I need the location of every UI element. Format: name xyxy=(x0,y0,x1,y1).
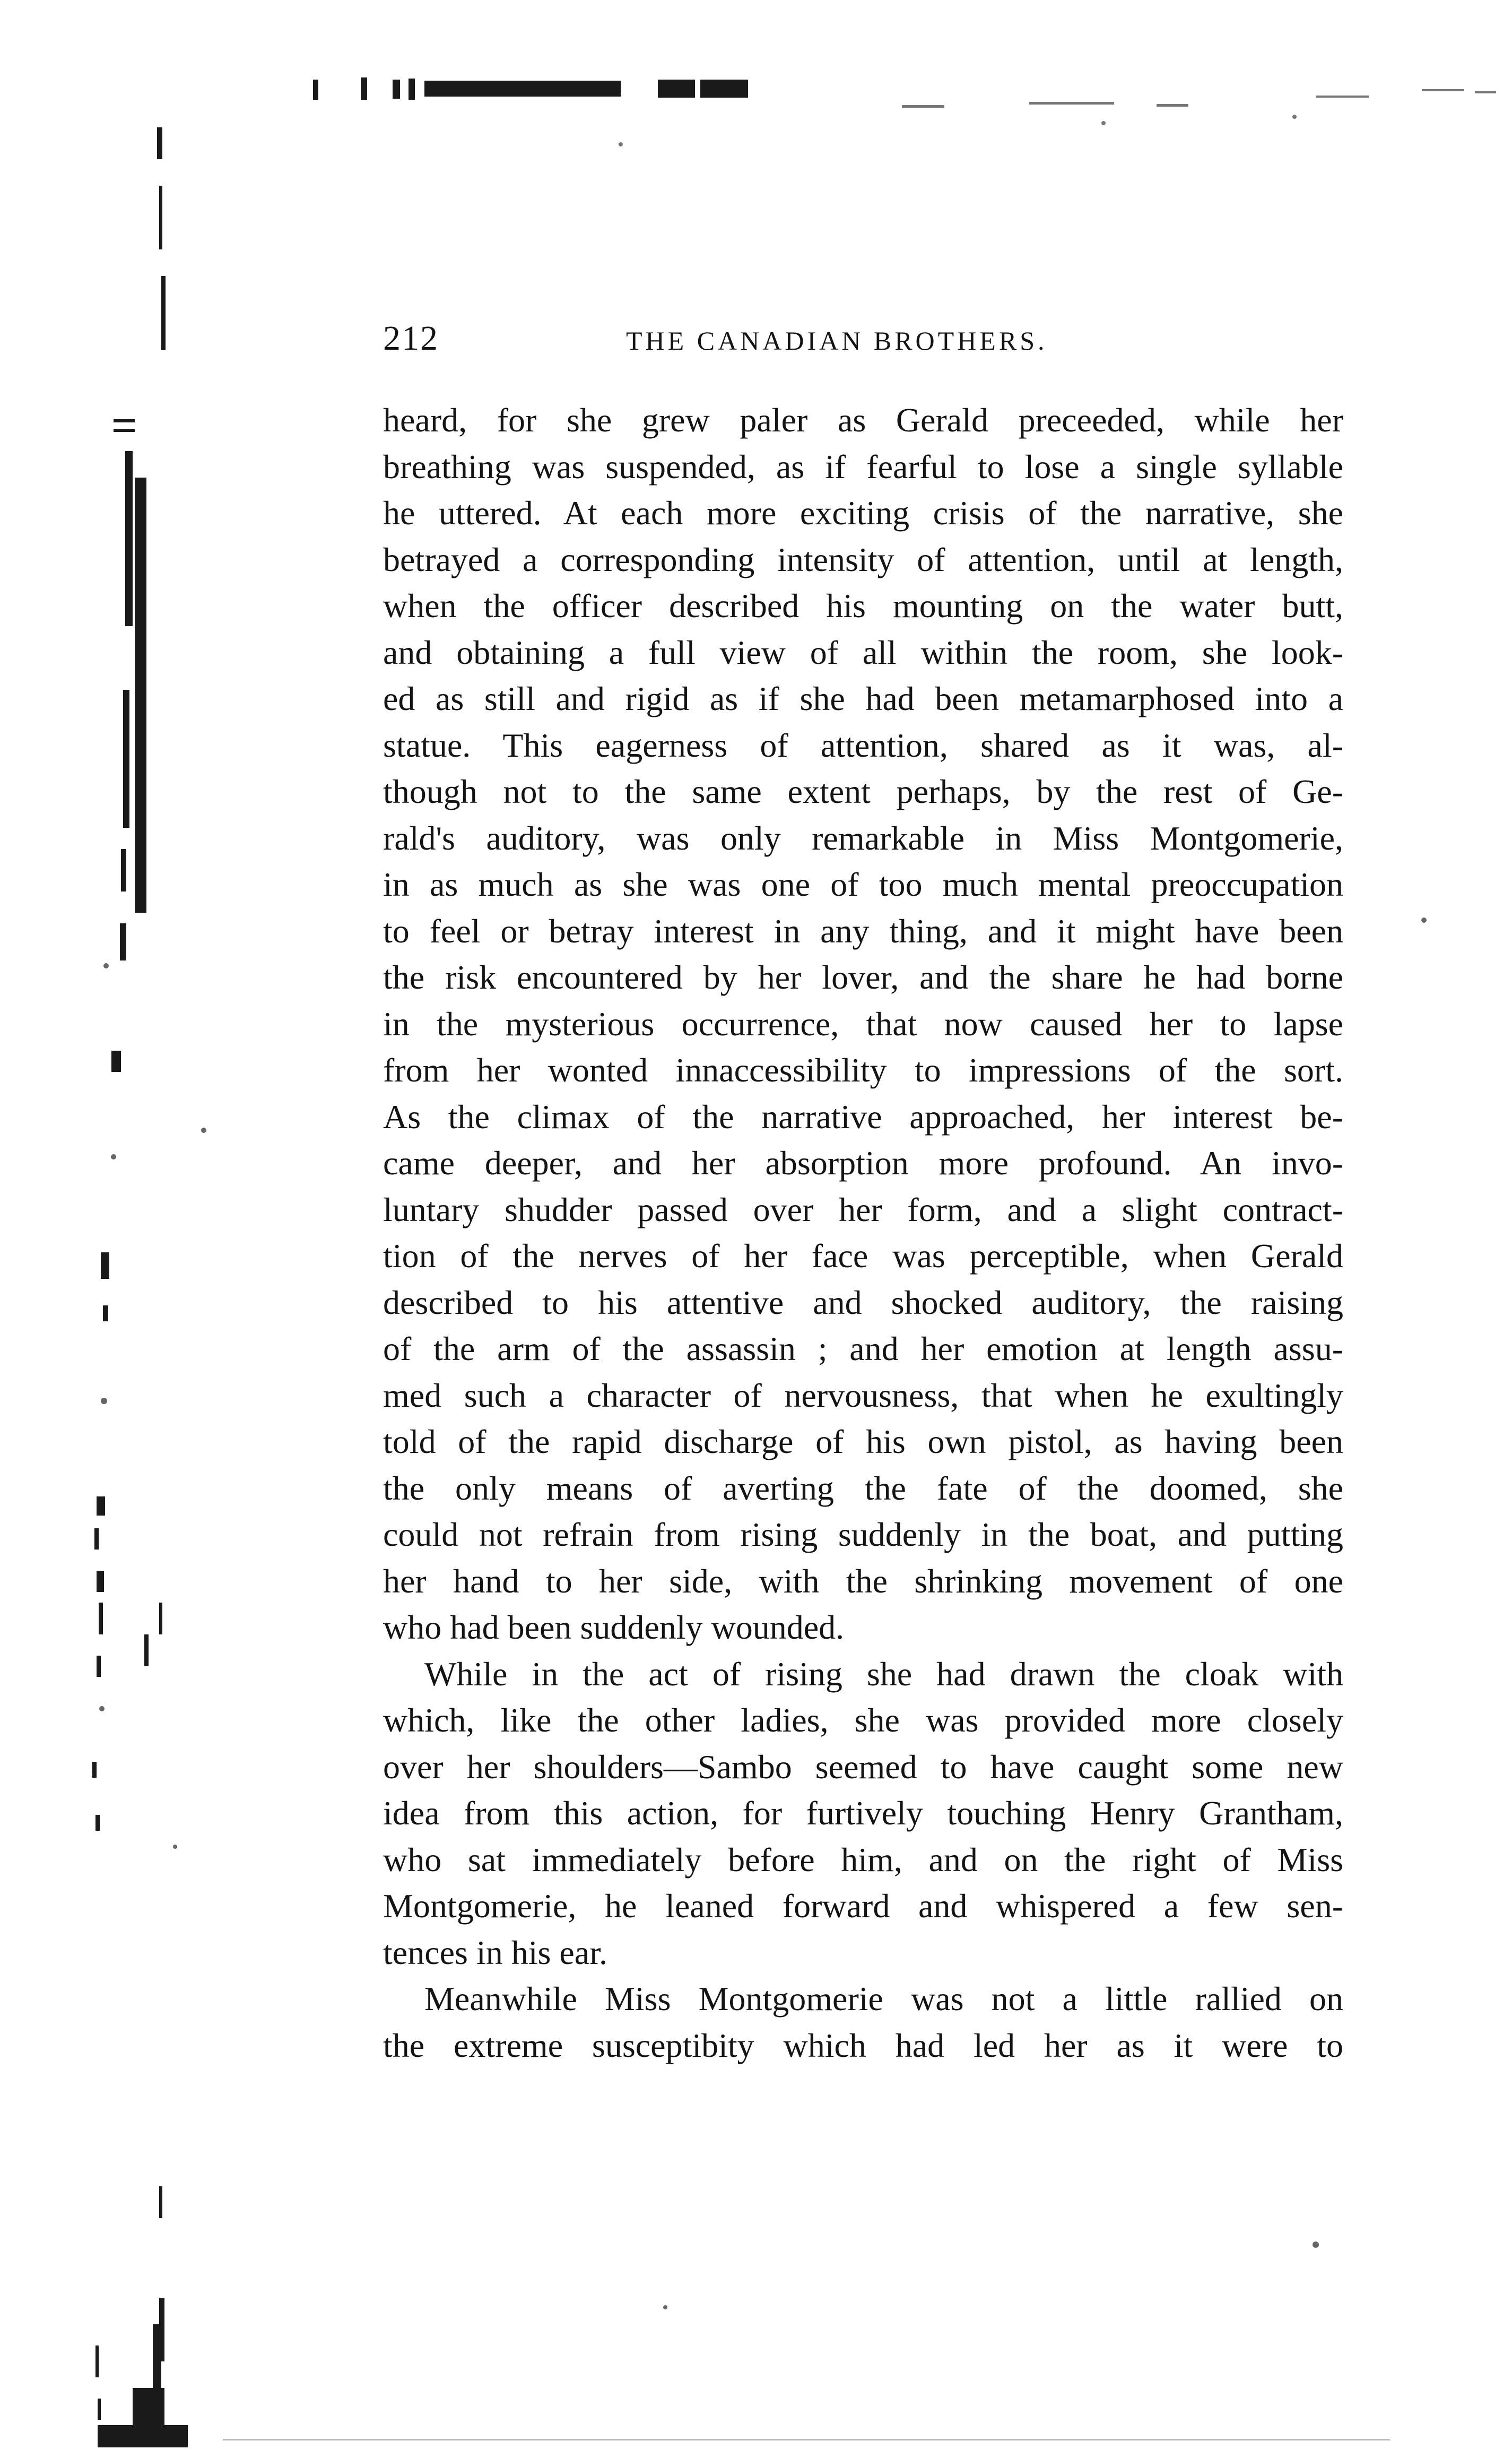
text-line: which, like the other ladies, she was provided more closely xyxy=(383,1701,1343,1739)
running-head: THE CANADIAN BROTHERS. xyxy=(626,326,1048,356)
top-gutter-marks xyxy=(313,77,748,100)
text-line: luntary shudder passed over her form, and a slight contract- xyxy=(383,1190,1343,1228)
text-line: the extreme susceptibity which had led her as it were to xyxy=(383,2026,1343,2064)
text-line: breathing was suspended, as if fearful to lose a single syllable xyxy=(383,447,1343,486)
text-line: Meanwhile Miss Montgomerie was not a little rallied on xyxy=(424,1980,1343,2018)
text-line: her hand to her side, with the shrinking movement of one xyxy=(383,1562,1343,1600)
text-line: who had been suddenly wounded. xyxy=(383,1608,845,1646)
text-line: While in the act of rising she had drawn the cloak with xyxy=(424,1655,1343,1693)
text-line: described to his attentive and shocked auditory, the raising xyxy=(383,1283,1343,1321)
text-line: over her shoulders—Sambo seemed to have caught some new xyxy=(383,1747,1343,1786)
paragraph xyxy=(383,397,1343,1651)
text-line: tences in his ear. xyxy=(383,1933,607,1971)
text-line: and obtaining a full view of all within the room, she look- xyxy=(383,633,1343,671)
text-line: heard, for she grew paler as Gerald preceeded, while her xyxy=(383,401,1343,439)
text-line: though not to the same extent perhaps, by the rest of Ge- xyxy=(383,773,1343,810)
paragraph xyxy=(383,1651,1343,1976)
text-line: betrayed a corresponding intensity of attention, until at length, xyxy=(383,540,1343,578)
text-line: As the climax of the narrative approached, her interest be- xyxy=(383,1097,1343,1136)
text-line: med such a character of nervousness, that when he exultingly xyxy=(383,1376,1343,1414)
text-line: in as much as she was one of too much mental preoccupation xyxy=(383,866,1343,903)
text-line: the only means of averting the fate of the doomed, she xyxy=(383,1469,1343,1507)
bottom-speckles xyxy=(223,2439,1390,2440)
text-line: tion of the nerves of her face was perceptible, when Gerald xyxy=(383,1237,1343,1275)
text-line: when the officer described his mounting on the water butt, xyxy=(383,587,1343,625)
text-line: who sat immediately before him, and on the right of Miss xyxy=(383,1840,1343,1879)
text-line: told of the rapid discharge of his own pistol, as having been xyxy=(383,1423,1343,1460)
text-line: ed as still and rigid as if she had been metamarphosed into a xyxy=(383,680,1343,717)
text-line: to feel or betray interest in any thing, and it might have been xyxy=(383,912,1343,950)
text-line: rald's auditory, was only remarkable in Miss Montgomerie, xyxy=(383,819,1343,857)
text-line: from her wonted innaccessibility to impressions of the sort. xyxy=(383,1051,1343,1089)
text-line: statue. This eagerness of attention, shared as it was, al- xyxy=(383,726,1343,764)
paragraph xyxy=(383,1976,1343,2068)
text-line: he uttered. At each more exciting crisis of the narrative, she xyxy=(383,494,1343,532)
text-line: in the mysterious occurrence, that now caused her to lapse xyxy=(383,1005,1343,1043)
text-line: Montgomerie, he leaned forward and whispered a few sen- xyxy=(383,1887,1343,1925)
page-header xyxy=(383,317,1343,360)
top-speckles xyxy=(619,89,1496,146)
body-text xyxy=(383,397,1343,2068)
text-line: the risk encountered by her lover, and the share he had borne xyxy=(383,958,1343,996)
left-binding-edge xyxy=(92,127,188,2447)
text-line: of the arm of the assassin ; and her emotion at length assu- xyxy=(383,1330,1343,1368)
page-number: 212 xyxy=(383,319,439,358)
text-line: came deeper, and her absorption more profound. An invo- xyxy=(383,1144,1343,1182)
text-line: idea from this action, for furtively touching Henry Grantham, xyxy=(383,1794,1343,1832)
text-line: could not refrain from rising suddenly in the boat, and putting xyxy=(383,1516,1343,1553)
